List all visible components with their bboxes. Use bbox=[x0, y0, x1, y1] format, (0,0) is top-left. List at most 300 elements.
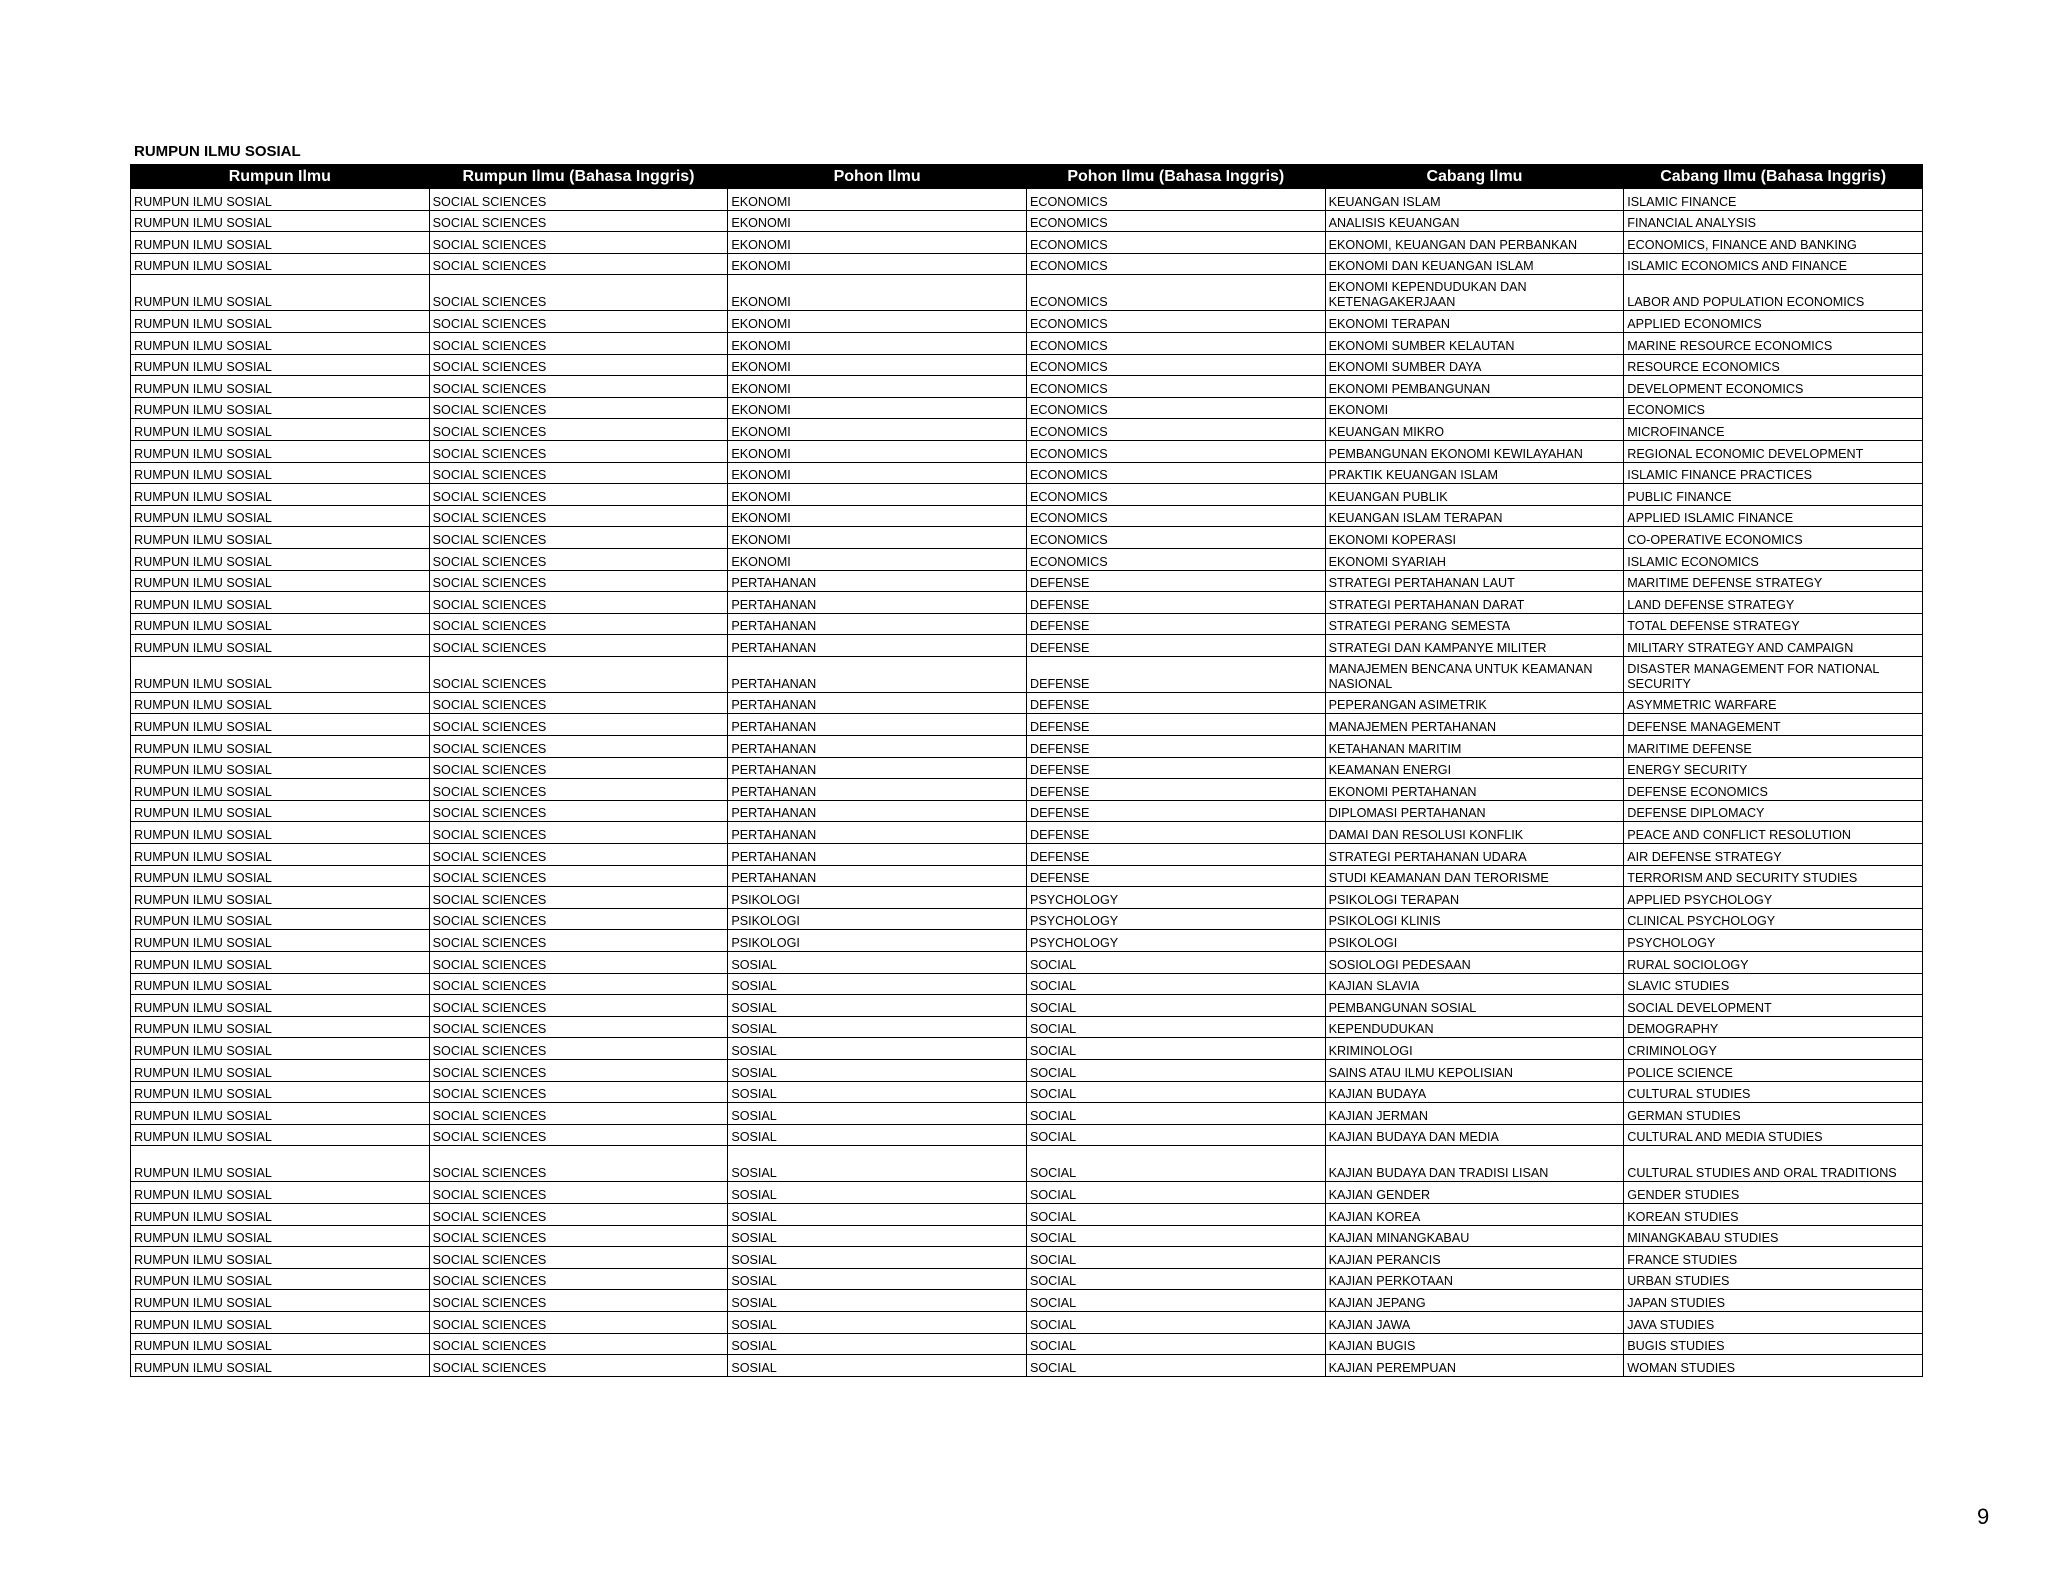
table-cell: PERTAHANAN bbox=[728, 592, 1027, 614]
table-row bbox=[131, 397, 1923, 419]
table-cell: SOSIAL bbox=[728, 1355, 1027, 1377]
table-cell: RUMPUN ILMU SOSIAL bbox=[131, 1268, 430, 1290]
table-cell: SOSIAL bbox=[728, 973, 1027, 995]
table-cell: RUMPUN ILMU SOSIAL bbox=[131, 779, 430, 801]
table-cell: EKONOMI PERTAHANAN bbox=[1325, 779, 1624, 801]
table-row bbox=[131, 210, 1923, 232]
table-cell: SOCIAL bbox=[1026, 1059, 1325, 1081]
table-cell: ECONOMICS bbox=[1026, 253, 1325, 275]
table-row bbox=[131, 189, 1923, 211]
table-row bbox=[131, 1355, 1923, 1377]
table-cell: EKONOMI bbox=[728, 484, 1027, 506]
table-row bbox=[131, 232, 1923, 254]
table-row bbox=[131, 656, 1923, 692]
table-cell: ECONOMICS bbox=[1026, 397, 1325, 419]
table-cell: DEFENSE bbox=[1026, 592, 1325, 614]
table-cell: SOCIAL bbox=[1026, 1247, 1325, 1269]
table-cell: SOSIAL bbox=[728, 1333, 1027, 1355]
table-row bbox=[131, 1016, 1923, 1038]
table-row bbox=[131, 844, 1923, 866]
table-cell: KEUANGAN ISLAM bbox=[1325, 189, 1624, 211]
table-cell: RUMPUN ILMU SOSIAL bbox=[131, 908, 430, 930]
table-cell: SOCIAL SCIENCES bbox=[429, 484, 728, 506]
table-cell: SOCIAL SCIENCES bbox=[429, 275, 728, 311]
table-cell: RUMPUN ILMU SOSIAL bbox=[131, 1311, 430, 1333]
table-cell: SOSIAL bbox=[728, 1103, 1027, 1125]
table-cell: SAINS ATAU ILMU KEPOLISIAN bbox=[1325, 1059, 1624, 1081]
table-cell: STRATEGI PERTAHANAN LAUT bbox=[1325, 570, 1624, 592]
table-cell: ECONOMICS bbox=[1026, 332, 1325, 354]
table-cell: RUMPUN ILMU SOSIAL bbox=[131, 1355, 430, 1377]
table-cell: DAMAI DAN RESOLUSI KONFLIK bbox=[1325, 822, 1624, 844]
table-cell: SOSIAL bbox=[728, 1203, 1027, 1225]
table-row bbox=[131, 757, 1923, 779]
table-cell: SOCIAL bbox=[1026, 1182, 1325, 1204]
table-cell: SOCIAL SCIENCES bbox=[429, 548, 728, 570]
table-cell: KEUANGAN ISLAM TERAPAN bbox=[1325, 505, 1624, 527]
table-cell: RUMPUN ILMU SOSIAL bbox=[131, 462, 430, 484]
table-cell: ECONOMICS bbox=[1026, 311, 1325, 333]
table-cell: SOCIAL SCIENCES bbox=[429, 505, 728, 527]
table-cell: SOCIAL SCIENCES bbox=[429, 570, 728, 592]
table-cell: RUMPUN ILMU SOSIAL bbox=[131, 995, 430, 1017]
table-cell: ECONOMICS bbox=[1026, 484, 1325, 506]
table-cell: EKONOMI bbox=[728, 462, 1027, 484]
table-cell: CO-OPERATIVE ECONOMICS bbox=[1624, 527, 1923, 549]
table-cell: SOCIAL SCIENCES bbox=[429, 1290, 728, 1312]
table-cell: DEFENSE bbox=[1026, 570, 1325, 592]
table-cell: RUMPUN ILMU SOSIAL bbox=[131, 800, 430, 822]
table-cell: SOCIAL bbox=[1026, 995, 1325, 1017]
table-cell: ASYMMETRIC WARFARE bbox=[1624, 692, 1923, 714]
table-cell: DEFENSE bbox=[1026, 865, 1325, 887]
table-row bbox=[131, 1182, 1923, 1204]
table-cell: RUMPUN ILMU SOSIAL bbox=[131, 210, 430, 232]
table-cell: SOCIAL bbox=[1026, 1038, 1325, 1060]
table-cell: RUMPUN ILMU SOSIAL bbox=[131, 865, 430, 887]
table-cell: PSIKOLOGI bbox=[728, 887, 1027, 909]
table-cell: SOCIAL SCIENCES bbox=[429, 440, 728, 462]
table-row bbox=[131, 1290, 1923, 1312]
table-cell: DEFENSE bbox=[1026, 613, 1325, 635]
table-cell: DEFENSE bbox=[1026, 736, 1325, 758]
table-cell: EKONOMI bbox=[728, 354, 1027, 376]
column-header: Cabang Ilmu bbox=[1325, 165, 1624, 189]
table-cell: SOCIAL SCIENCES bbox=[429, 736, 728, 758]
table-cell: SOCIAL SCIENCES bbox=[429, 376, 728, 398]
table-cell: SOCIAL SCIENCES bbox=[429, 1124, 728, 1146]
table-row bbox=[131, 952, 1923, 974]
table-cell: RUMPUN ILMU SOSIAL bbox=[131, 692, 430, 714]
table-cell: KAJIAN KOREA bbox=[1325, 1203, 1624, 1225]
table-cell: RUMPUN ILMU SOSIAL bbox=[131, 613, 430, 635]
table-cell: DEMOGRAPHY bbox=[1624, 1016, 1923, 1038]
table-cell: RUMPUN ILMU SOSIAL bbox=[131, 376, 430, 398]
table-cell: KAJIAN PERKOTAAN bbox=[1325, 1268, 1624, 1290]
table-cell: PSIKOLOGI bbox=[728, 908, 1027, 930]
table-cell: SOCIAL SCIENCES bbox=[429, 592, 728, 614]
table-cell: CULTURAL STUDIES bbox=[1624, 1081, 1923, 1103]
table-cell: KAJIAN MINANGKABAU bbox=[1325, 1225, 1624, 1247]
table-cell: EKONOMI bbox=[728, 332, 1027, 354]
table-cell: RUMPUN ILMU SOSIAL bbox=[131, 1247, 430, 1269]
section-title: RUMPUN ILMU SOSIAL bbox=[134, 143, 301, 160]
table-cell: SOCIAL SCIENCES bbox=[429, 1225, 728, 1247]
table-cell: SOCIAL bbox=[1026, 1225, 1325, 1247]
table-row bbox=[131, 419, 1923, 441]
table-cell: SOCIAL SCIENCES bbox=[429, 1146, 728, 1182]
table-cell: EKONOMI bbox=[728, 232, 1027, 254]
table-row bbox=[131, 714, 1923, 736]
table-cell: SLAVIC STUDIES bbox=[1624, 973, 1923, 995]
table-row bbox=[131, 253, 1923, 275]
table-cell: PEACE AND CONFLICT RESOLUTION bbox=[1624, 822, 1923, 844]
table-cell: SOCIAL SCIENCES bbox=[429, 527, 728, 549]
table-cell: PERTAHANAN bbox=[728, 844, 1027, 866]
table-cell: EKONOMI bbox=[728, 440, 1027, 462]
table-cell: STRATEGI PERTAHANAN DARAT bbox=[1325, 592, 1624, 614]
table-cell: RUMPUN ILMU SOSIAL bbox=[131, 1225, 430, 1247]
table-cell: SOCIAL SCIENCES bbox=[429, 1355, 728, 1377]
table-cell: PSIKOLOGI bbox=[1325, 930, 1624, 952]
table-row bbox=[131, 1038, 1923, 1060]
table-cell: ISLAMIC ECONOMICS AND FINANCE bbox=[1624, 253, 1923, 275]
table-cell: KAJIAN JEPANG bbox=[1325, 1290, 1624, 1312]
table-cell: CULTURAL STUDIES AND ORAL TRADITIONS bbox=[1624, 1146, 1923, 1182]
table-row bbox=[131, 548, 1923, 570]
table-cell: DEFENSE bbox=[1026, 714, 1325, 736]
table-cell: JAPAN STUDIES bbox=[1624, 1290, 1923, 1312]
table-cell: ECONOMICS bbox=[1026, 275, 1325, 311]
table-cell: EKONOMI SYARIAH bbox=[1325, 548, 1624, 570]
table-cell: ECONOMICS bbox=[1026, 527, 1325, 549]
table-cell: SOSIAL bbox=[728, 1124, 1027, 1146]
table-cell: FRANCE STUDIES bbox=[1624, 1247, 1923, 1269]
table-cell: PERTAHANAN bbox=[728, 656, 1027, 692]
table-cell: PRAKTIK KEUANGAN ISLAM bbox=[1325, 462, 1624, 484]
table-row bbox=[131, 592, 1923, 614]
table-row bbox=[131, 505, 1923, 527]
table-cell: RUMPUN ILMU SOSIAL bbox=[131, 484, 430, 506]
table-cell: LABOR AND POPULATION ECONOMICS bbox=[1624, 275, 1923, 311]
table-cell: EKONOMI KEPENDUDUKAN DAN KETENAGAKERJAAN bbox=[1325, 275, 1624, 311]
table-cell: SOCIAL bbox=[1026, 1103, 1325, 1125]
table-cell: SOCIAL SCIENCES bbox=[429, 1038, 728, 1060]
table-cell: KRIMINOLOGI bbox=[1325, 1038, 1624, 1060]
table-cell: KEAMANAN ENERGI bbox=[1325, 757, 1624, 779]
table-row bbox=[131, 1225, 1923, 1247]
table-cell: SOCIAL SCIENCES bbox=[429, 210, 728, 232]
table-cell: SOCIAL SCIENCES bbox=[429, 1081, 728, 1103]
table-cell: SOSIAL bbox=[728, 1311, 1027, 1333]
table-cell: DEFENSE DIPLOMACY bbox=[1624, 800, 1923, 822]
table-cell: SOCIAL SCIENCES bbox=[429, 1182, 728, 1204]
table-cell: LAND DEFENSE STRATEGY bbox=[1624, 592, 1923, 614]
table-cell: ECONOMICS bbox=[1026, 376, 1325, 398]
table-cell: STUDI KEAMANAN DAN TERORISME bbox=[1325, 865, 1624, 887]
table-cell: MILITARY STRATEGY AND CAMPAIGN bbox=[1624, 635, 1923, 657]
table-cell: RUMPUN ILMU SOSIAL bbox=[131, 275, 430, 311]
table-cell: APPLIED ISLAMIC FINANCE bbox=[1624, 505, 1923, 527]
table-cell: CULTURAL AND MEDIA STUDIES bbox=[1624, 1124, 1923, 1146]
table-cell: BUGIS STUDIES bbox=[1624, 1333, 1923, 1355]
table-cell: RUMPUN ILMU SOSIAL bbox=[131, 419, 430, 441]
table-row bbox=[131, 736, 1923, 758]
table-cell: GENDER STUDIES bbox=[1624, 1182, 1923, 1204]
table-cell: ECONOMICS bbox=[1026, 419, 1325, 441]
table-cell: SOCIAL SCIENCES bbox=[429, 354, 728, 376]
header-row bbox=[131, 165, 1923, 189]
table-cell: SOSIAL bbox=[728, 1059, 1027, 1081]
table-cell: GERMAN STUDIES bbox=[1624, 1103, 1923, 1125]
table-cell: ECONOMICS bbox=[1026, 462, 1325, 484]
table-row bbox=[131, 354, 1923, 376]
table-row bbox=[131, 440, 1923, 462]
table-cell: EKONOMI SUMBER DAYA bbox=[1325, 354, 1624, 376]
table-cell: RUMPUN ILMU SOSIAL bbox=[131, 505, 430, 527]
table-cell: KAJIAN BUDAYA DAN MEDIA bbox=[1325, 1124, 1624, 1146]
table-cell: DEFENSE bbox=[1026, 656, 1325, 692]
table-cell: SOCIAL SCIENCES bbox=[429, 1333, 728, 1355]
table-cell: SOCIAL SCIENCES bbox=[429, 332, 728, 354]
table-cell: DEFENSE bbox=[1026, 635, 1325, 657]
table-cell: RUMPUN ILMU SOSIAL bbox=[131, 189, 430, 211]
table-row bbox=[131, 1146, 1923, 1182]
table-cell: PUBLIC FINANCE bbox=[1624, 484, 1923, 506]
table-cell: RUMPUN ILMU SOSIAL bbox=[131, 822, 430, 844]
table-cell: SOCIAL SCIENCES bbox=[429, 656, 728, 692]
table-cell: RUMPUN ILMU SOSIAL bbox=[131, 1146, 430, 1182]
table-cell: EKONOMI bbox=[728, 253, 1027, 275]
table-cell: EKONOMI bbox=[728, 505, 1027, 527]
table-cell: PSYCHOLOGY bbox=[1624, 930, 1923, 952]
table-row bbox=[131, 887, 1923, 909]
table-cell: SOCIAL SCIENCES bbox=[429, 800, 728, 822]
table-cell: RUMPUN ILMU SOSIAL bbox=[131, 232, 430, 254]
table-cell: AIR DEFENSE STRATEGY bbox=[1624, 844, 1923, 866]
table-cell: PERTAHANAN bbox=[728, 570, 1027, 592]
table-row bbox=[131, 1124, 1923, 1146]
table-container bbox=[130, 164, 1922, 1377]
table-cell: EKONOMI bbox=[728, 210, 1027, 232]
table-cell: KAJIAN PEREMPUAN bbox=[1325, 1355, 1624, 1377]
table-cell: SOCIAL bbox=[1026, 1124, 1325, 1146]
table-cell: ECONOMICS bbox=[1026, 210, 1325, 232]
table-cell: KAJIAN BUDAYA bbox=[1325, 1081, 1624, 1103]
table-cell: MINANGKABAU STUDIES bbox=[1624, 1225, 1923, 1247]
table-cell: KAJIAN PERANCIS bbox=[1325, 1247, 1624, 1269]
table-cell: SOCIAL bbox=[1026, 1016, 1325, 1038]
table-cell: SOCIAL SCIENCES bbox=[429, 419, 728, 441]
table-cell: RUMPUN ILMU SOSIAL bbox=[131, 570, 430, 592]
table-cell: SOCIAL bbox=[1026, 1203, 1325, 1225]
table-cell: RUMPUN ILMU SOSIAL bbox=[131, 930, 430, 952]
table-cell: ECONOMICS, FINANCE AND BANKING bbox=[1624, 232, 1923, 254]
table-cell: PSYCHOLOGY bbox=[1026, 887, 1325, 909]
table-cell: KOREAN STUDIES bbox=[1624, 1203, 1923, 1225]
table-cell: DEFENSE ECONOMICS bbox=[1624, 779, 1923, 801]
table-row bbox=[131, 332, 1923, 354]
table-cell: CRIMINOLOGY bbox=[1624, 1038, 1923, 1060]
table-cell: TOTAL DEFENSE STRATEGY bbox=[1624, 613, 1923, 635]
table-cell: PERTAHANAN bbox=[728, 736, 1027, 758]
table-cell: DEFENSE bbox=[1026, 757, 1325, 779]
table-cell: EKONOMI bbox=[728, 275, 1027, 311]
table-cell: KAJIAN BUGIS bbox=[1325, 1333, 1624, 1355]
table-cell: SOCIAL DEVELOPMENT bbox=[1624, 995, 1923, 1017]
table-cell: EKONOMI bbox=[728, 419, 1027, 441]
table-cell: RUMPUN ILMU SOSIAL bbox=[131, 253, 430, 275]
table-cell: PERTAHANAN bbox=[728, 714, 1027, 736]
table-cell: EKONOMI bbox=[728, 311, 1027, 333]
table-cell: RUMPUN ILMU SOSIAL bbox=[131, 440, 430, 462]
table-cell: PERTAHANAN bbox=[728, 635, 1027, 657]
table-cell: SOCIAL bbox=[1026, 1355, 1325, 1377]
table-cell: POLICE SCIENCE bbox=[1624, 1059, 1923, 1081]
table-row bbox=[131, 635, 1923, 657]
table-cell: SOSIAL bbox=[728, 1016, 1027, 1038]
table-cell: RUMPUN ILMU SOSIAL bbox=[131, 1038, 430, 1060]
table-cell: RUMPUN ILMU SOSIAL bbox=[131, 548, 430, 570]
table-cell: SOCIAL SCIENCES bbox=[429, 1203, 728, 1225]
table-cell: MARINE RESOURCE ECONOMICS bbox=[1624, 332, 1923, 354]
table-cell: SOCIAL SCIENCES bbox=[429, 1311, 728, 1333]
table-cell: RUMPUN ILMU SOSIAL bbox=[131, 527, 430, 549]
table-cell: SOSIAL bbox=[728, 1247, 1027, 1269]
table-cell: DEFENSE bbox=[1026, 822, 1325, 844]
table-cell: EKONOMI bbox=[728, 189, 1027, 211]
table-cell: ECONOMICS bbox=[1624, 397, 1923, 419]
table-cell: PERTAHANAN bbox=[728, 613, 1027, 635]
table-cell: EKONOMI PEMBANGUNAN bbox=[1325, 376, 1624, 398]
table-cell: SOCIAL SCIENCES bbox=[429, 232, 728, 254]
column-header: Pohon Ilmu bbox=[728, 165, 1027, 189]
table-cell: RUMPUN ILMU SOSIAL bbox=[131, 973, 430, 995]
table-cell: ECONOMICS bbox=[1026, 354, 1325, 376]
table-cell: EKONOMI bbox=[728, 527, 1027, 549]
table-cell: EKONOMI DAN KEUANGAN ISLAM bbox=[1325, 253, 1624, 275]
table-cell: URBAN STUDIES bbox=[1624, 1268, 1923, 1290]
table-cell: SOCIAL SCIENCES bbox=[429, 635, 728, 657]
table-row bbox=[131, 800, 1923, 822]
table-cell: RESOURCE ECONOMICS bbox=[1624, 354, 1923, 376]
table-cell: RUMPUN ILMU SOSIAL bbox=[131, 1016, 430, 1038]
table-cell: SOCIAL SCIENCES bbox=[429, 1247, 728, 1269]
table-cell: DEFENSE MANAGEMENT bbox=[1624, 714, 1923, 736]
table-cell: RUMPUN ILMU SOSIAL bbox=[131, 1081, 430, 1103]
table-cell: PERTAHANAN bbox=[728, 692, 1027, 714]
table-cell: SOCIAL SCIENCES bbox=[429, 1059, 728, 1081]
table-cell: PSIKOLOGI bbox=[728, 930, 1027, 952]
table-cell: RUMPUN ILMU SOSIAL bbox=[131, 656, 430, 692]
table-cell: JAVA STUDIES bbox=[1624, 1311, 1923, 1333]
table-cell: SOCIAL bbox=[1026, 1290, 1325, 1312]
table-row bbox=[131, 692, 1923, 714]
table-row bbox=[131, 1268, 1923, 1290]
table-row bbox=[131, 779, 1923, 801]
table-cell: KEUANGAN PUBLIK bbox=[1325, 484, 1624, 506]
table-cell: EKONOMI, KEUANGAN DAN PERBANKAN bbox=[1325, 232, 1624, 254]
table-cell: ECONOMICS bbox=[1026, 548, 1325, 570]
table-row bbox=[131, 527, 1923, 549]
table-row bbox=[131, 1333, 1923, 1355]
table-cell: REGIONAL ECONOMIC DEVELOPMENT bbox=[1624, 440, 1923, 462]
table-cell: STRATEGI DAN KAMPANYE MILITER bbox=[1325, 635, 1624, 657]
table-cell: APPLIED PSYCHOLOGY bbox=[1624, 887, 1923, 909]
table-cell: EKONOMI SUMBER KELAUTAN bbox=[1325, 332, 1624, 354]
table-cell: RUMPUN ILMU SOSIAL bbox=[131, 1182, 430, 1204]
table-cell: SOCIAL SCIENCES bbox=[429, 865, 728, 887]
table-cell: EKONOMI bbox=[728, 397, 1027, 419]
table-cell: RUMPUN ILMU SOSIAL bbox=[131, 354, 430, 376]
table-cell: STRATEGI PERANG SEMESTA bbox=[1325, 613, 1624, 635]
table-cell: WOMAN STUDIES bbox=[1624, 1355, 1923, 1377]
table-cell: SOSIAL bbox=[728, 1225, 1027, 1247]
table-cell: TERRORISM AND SECURITY STUDIES bbox=[1624, 865, 1923, 887]
table-cell: RUMPUN ILMU SOSIAL bbox=[131, 844, 430, 866]
table-cell: KAJIAN JAWA bbox=[1325, 1311, 1624, 1333]
table-cell: DEVELOPMENT ECONOMICS bbox=[1624, 376, 1923, 398]
table-cell: SOSIAL bbox=[728, 1081, 1027, 1103]
table-cell: DEFENSE bbox=[1026, 800, 1325, 822]
table-cell: SOCIAL bbox=[1026, 973, 1325, 995]
table-row bbox=[131, 462, 1923, 484]
column-header: Rumpun Ilmu (Bahasa Inggris) bbox=[429, 165, 728, 189]
table-cell: PSYCHOLOGY bbox=[1026, 930, 1325, 952]
table-cell: RUMPUN ILMU SOSIAL bbox=[131, 635, 430, 657]
table-cell: FINANCIAL ANALYSIS bbox=[1624, 210, 1923, 232]
table-cell: RUMPUN ILMU SOSIAL bbox=[131, 952, 430, 974]
table-cell: SOCIAL SCIENCES bbox=[429, 1268, 728, 1290]
table-cell: RUMPUN ILMU SOSIAL bbox=[131, 1103, 430, 1125]
table-cell: PEMBANGUNAN EKONOMI KEWILAYAHAN bbox=[1325, 440, 1624, 462]
table-cell: SOCIAL SCIENCES bbox=[429, 952, 728, 974]
table-cell: CLINICAL PSYCHOLOGY bbox=[1624, 908, 1923, 930]
table-cell: SOCIAL bbox=[1026, 1081, 1325, 1103]
table-header bbox=[131, 165, 1923, 189]
table-cell: RUMPUN ILMU SOSIAL bbox=[131, 757, 430, 779]
table-cell: SOSIAL bbox=[728, 1038, 1027, 1060]
table-row bbox=[131, 995, 1923, 1017]
table-cell: SOCIAL SCIENCES bbox=[429, 973, 728, 995]
table-cell: KAJIAN BUDAYA DAN TRADISI LISAN bbox=[1325, 1146, 1624, 1182]
table-row bbox=[131, 908, 1923, 930]
table-cell: RUMPUN ILMU SOSIAL bbox=[131, 332, 430, 354]
table-cell: SOSIAL bbox=[728, 1182, 1027, 1204]
column-header: Rumpun Ilmu bbox=[131, 165, 430, 189]
table-cell: MANAJEMEN PERTAHANAN bbox=[1325, 714, 1624, 736]
table-row bbox=[131, 613, 1923, 635]
table-cell: ECONOMICS bbox=[1026, 189, 1325, 211]
table-cell: SOCIAL bbox=[1026, 952, 1325, 974]
table-cell: SOSIAL bbox=[728, 952, 1027, 974]
table-cell: PSIKOLOGI TERAPAN bbox=[1325, 887, 1624, 909]
table-cell: RUMPUN ILMU SOSIAL bbox=[131, 592, 430, 614]
table-cell: MICROFINANCE bbox=[1624, 419, 1923, 441]
table-cell: DEFENSE bbox=[1026, 844, 1325, 866]
table-cell: RUMPUN ILMU SOSIAL bbox=[131, 1124, 430, 1146]
table-cell: SOCIAL SCIENCES bbox=[429, 462, 728, 484]
table-cell: SOCIAL SCIENCES bbox=[429, 189, 728, 211]
table-cell: PERTAHANAN bbox=[728, 757, 1027, 779]
table-cell: RUMPUN ILMU SOSIAL bbox=[131, 1203, 430, 1225]
table-cell: DEFENSE bbox=[1026, 692, 1325, 714]
table-cell: EKONOMI TERAPAN bbox=[1325, 311, 1624, 333]
table-cell: SOCIAL SCIENCES bbox=[429, 1016, 728, 1038]
table-row bbox=[131, 1059, 1923, 1081]
table-row bbox=[131, 865, 1923, 887]
table-cell: ENERGY SECURITY bbox=[1624, 757, 1923, 779]
